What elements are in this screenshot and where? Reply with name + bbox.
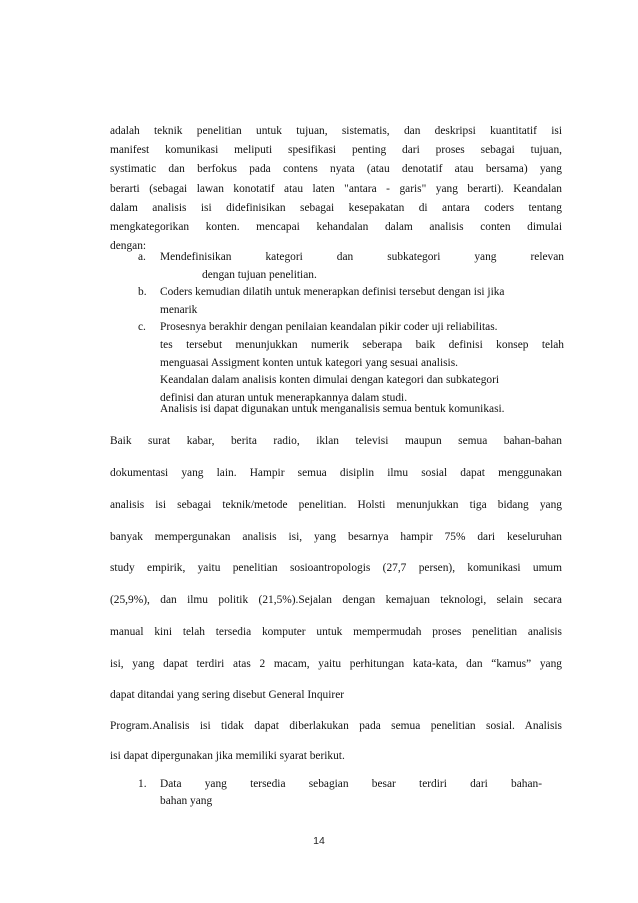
list-line: tes tersebut menunjukkan numerik seberapa baik definisi konsep telah	[160, 338, 564, 351]
body-line: banyak mempergunakan analisis isi, yang besarnya hampir 75% dari keseluruhan	[110, 531, 562, 543]
list-line: Keandalan dalam analisis konten dimulai dengan kategori dan subkategori	[160, 374, 500, 387]
body-line: Program.Analisis isi tidak dapat diberlakukan pada semua penelitian sosial. Analisis	[110, 720, 562, 732]
intro-line: dengan:	[110, 240, 147, 253]
list-marker: c.	[138, 321, 146, 334]
list-marker: b.	[138, 286, 147, 299]
list-line: Mendefinisikan kategori dan subkategori yang relevan	[160, 251, 564, 263]
body-line: dokumentasi yang lain. Hampir semua disiplin ilmu sosial dapat menggunakan	[110, 467, 562, 479]
intro-line: dalam analisis isi didefinisikan sebagai kesepakatan di antara coders tentang	[110, 201, 562, 214]
list-marker: a.	[138, 251, 146, 263]
intro-paragraph	[110, 122, 562, 256]
numbered-list	[138, 776, 542, 810]
list-marker: 1.	[138, 778, 147, 790]
body-line: (25,9%), dan ilmu politik (21,5%).Sejalan dengan kemajuan teknologi, selain secara	[110, 594, 562, 606]
list-line: bahan yang	[160, 795, 213, 807]
list-item-b	[138, 284, 564, 319]
list-line: Data yang tersedia sebagian besar terdiri dari bahan-	[160, 778, 542, 790]
body-line: analisis isi sebagai teknik/metode penelitian. Holsti menunjukkan tiga bidang yang	[110, 499, 562, 511]
list-line: Prosesnya berakhir dengan penilaian keandalan pikir coder uji reliabilitas.	[160, 321, 498, 334]
intro-line: mengkategorikan konten. mencapai kehandalan dalam analisis conten dimulai	[110, 221, 562, 234]
list-line: Coders kemudian dilatih untuk menerapkan definisi tersebut dengan isi jika	[160, 286, 505, 299]
list-line: definisi dan aturan untuk menerapkannya dalam studi.	[160, 391, 408, 404]
list-item-c	[138, 319, 564, 407]
body-line: dapat ditandai yang sering disebut General Inquirer	[110, 689, 345, 701]
intro-line: berarti (sebagai lawan konotatif atau laten "antara - garis" yang berarti). Keandalan	[110, 182, 562, 195]
intro-line: systimatic dan berfokus pada contens nyata (atau denotatif atau bersama) yang	[110, 163, 562, 176]
list-item-a	[138, 249, 564, 284]
list-line: menarik	[160, 303, 198, 316]
body-line: study empirik, yaitu penelitian sosioantropologis (27,7 persen), komunikasi umum	[110, 562, 562, 574]
intro-line: manifest komunikasi meliputi spesifikasi penting dari proses sebagai tujuan,	[110, 144, 562, 157]
page-number: 14	[313, 835, 325, 847]
alpha-list	[138, 249, 564, 407]
body-line: isi, yang dapat terdiri atas 2 macam, yaitu perhitungan kata-kata, dan “kamus” yang	[110, 658, 562, 670]
list-item-1	[138, 776, 542, 810]
body-line: manual kini telah tersedia komputer untuk mempermudah proses penelitian analisis	[110, 626, 562, 638]
body-line: Analisis isi dapat digunakan untuk menganalisis semua bentuk komunikasi.	[160, 403, 505, 415]
body-line: isi dapat dipergunakan jika memiliki syarat berikut.	[110, 750, 345, 762]
list-line: dengan tujuan penelitian.	[202, 268, 317, 281]
list-line: menguasai Assigment konten untuk kategori yang sesuai analisis.	[160, 356, 459, 369]
intro-line: adalah teknik penelitian untuk tujuan, sistematis, dan deskripsi kuantitatif isi	[110, 125, 562, 137]
body-line: Baik surat kabar, berita radio, iklan televisi maupun semua bahan-bahan	[110, 435, 562, 447]
